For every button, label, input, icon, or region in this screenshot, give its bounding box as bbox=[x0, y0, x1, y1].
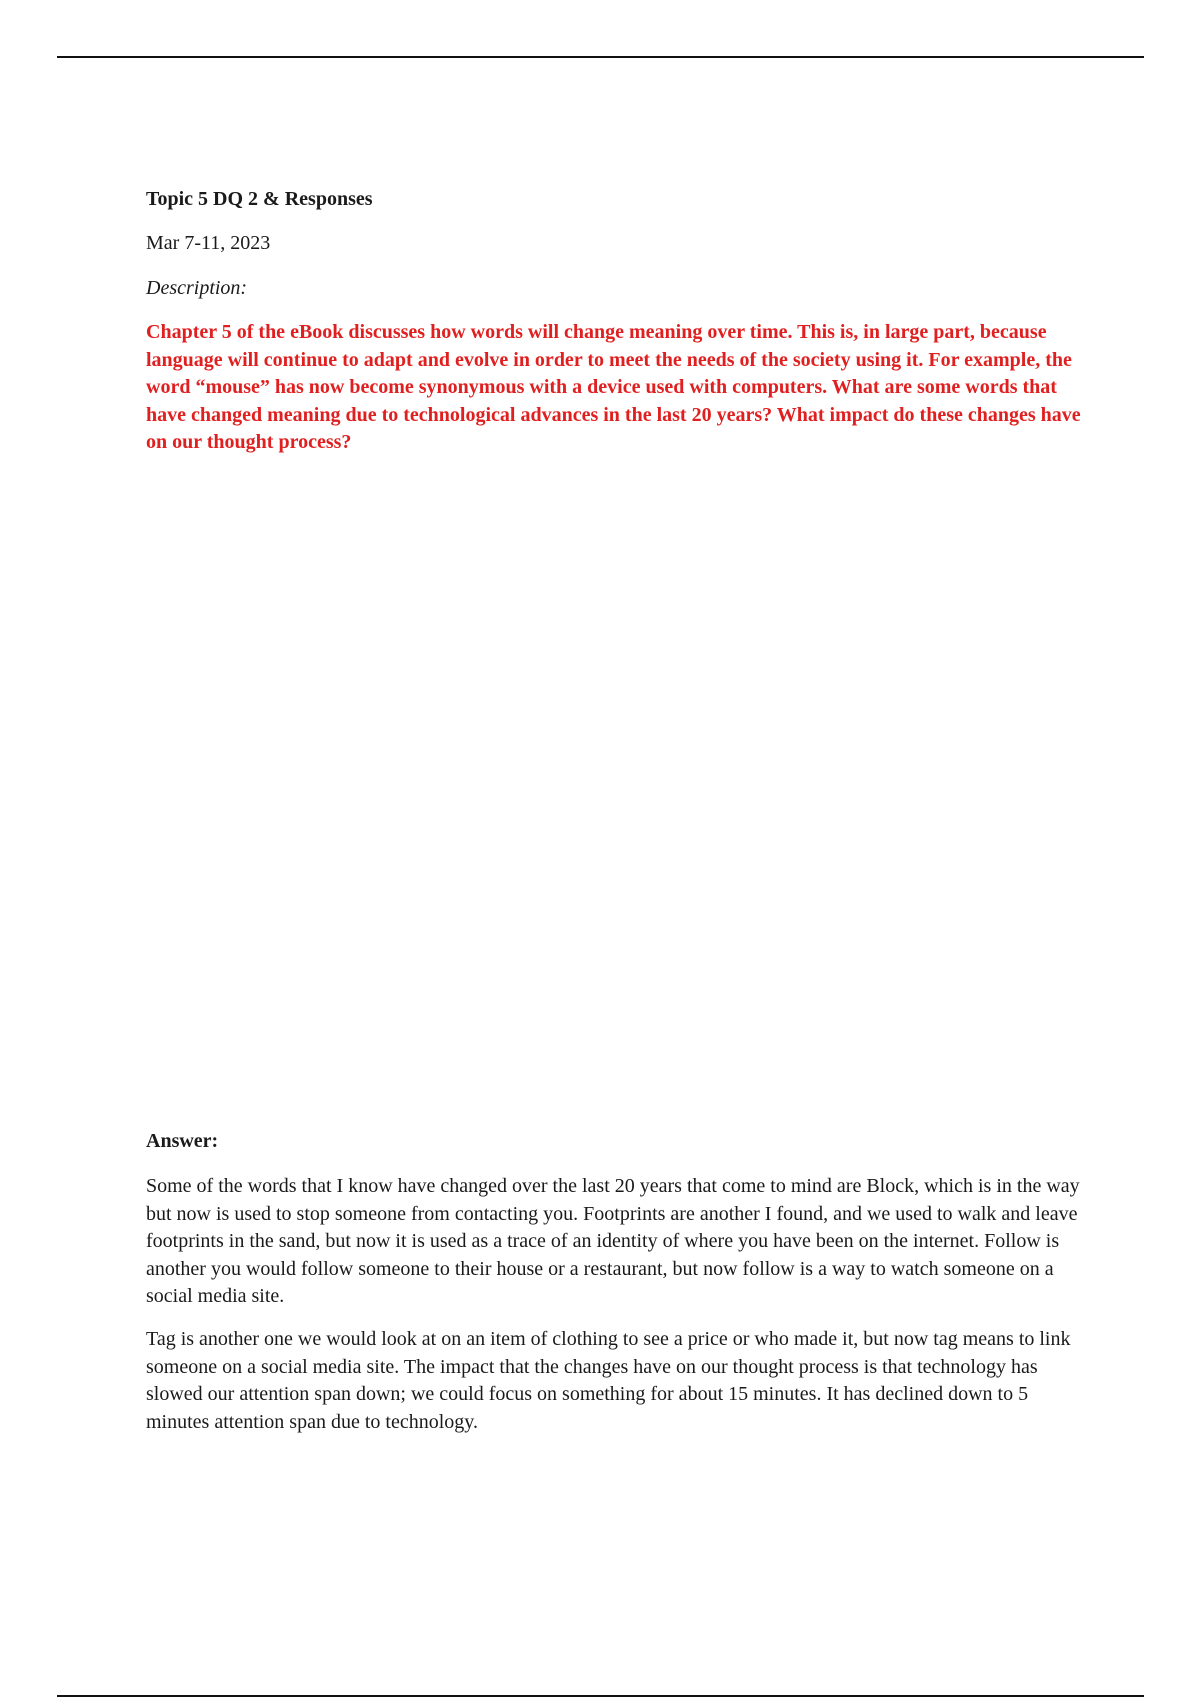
document-title: Topic 5 DQ 2 & Responses bbox=[146, 188, 373, 210]
footer-rule bbox=[57, 1695, 1144, 1697]
document-date: Mar 7-11, 2023 bbox=[146, 232, 271, 254]
answer-paragraph: Some of the words that I know have changed over the last 20 years that come to mind are Block, which is in the way but now is used to stop someone from contacting you. Footprints are another I found, and we used to walk and leave footprints in the sand, but now it is used as a trace of an identity of where you have been on the internet. Follow is another you would follow someone to their house or a restaurant, but now follow is a way to watch someone on a social media site. bbox=[146, 1175, 1080, 1308]
discussion-prompt: Chapter 5 of the eBook discusses how words will change meaning over time. This is, in large part, because language will continue to adapt and evolve in order to meet the needs of the society using it. For example, the word “mouse” has now become synonymous with a device used with computers. What are some words that have changed meaning due to technological advances in the last 20 years? What impact do these changes have on our thought process? bbox=[146, 321, 1081, 454]
answer-label: Answer: bbox=[146, 1130, 219, 1152]
header-rule bbox=[57, 56, 1144, 58]
answer-paragraph: Tag is another one we would look at on an item of clothing to see a price or who made it, but now tag means to link someone on a social media site. The impact that the changes have on our thought process is that technology has slowed our attention span down; we could focus on something for about 15 minutes. It has declined down to 5 minutes attention span due to technology. bbox=[146, 1328, 1071, 1433]
description-label: Description: bbox=[146, 277, 248, 299]
